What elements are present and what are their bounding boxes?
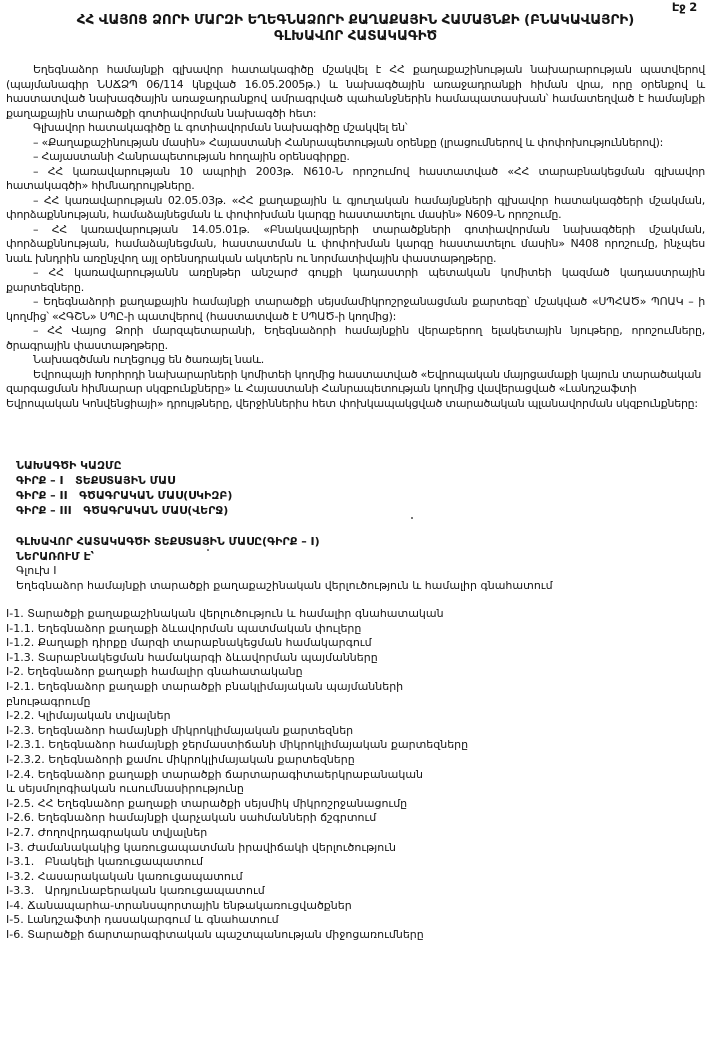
toc-heading bbox=[16, 534, 705, 593]
toc-item: I-2.1. Եղեգնաձոր քաղաքի տարածքի բնակլիմայական պայմանների bbox=[6, 679, 404, 693]
toc-item: I-3.3. Արդյունաբերական կառուցապատում bbox=[6, 884, 265, 898]
toc-item: I-1.2. Քաղաքի դիրքը մարզի տարաբնակեցման համակարգում bbox=[6, 636, 372, 650]
composition-book-line: ԳԻՐՔ – III ԳԾԱԳՐԱԿԱՆ ՄԱՍ(ՎԵՐՋ) bbox=[16, 504, 229, 517]
toc-item: I-1.1. Եղեգնաձոր քաղաքի ձևավորման պատմական փուլերը bbox=[6, 621, 362, 635]
document-title-line1: ՀՀ ՎԱՅՈՑ ՁՈՐԻ ՄԱՐԶԻ ԵՂԵԳՆԱՁՈՐԻ ՔԱՂԱՔԱՅԻՆ ՀԱՄԱՅՆՔԻ (ԲՆԱԿԱՎԱՅՐԻ) bbox=[76, 12, 635, 28]
list-paragraph: – ՀՀ Վայոց Ձորի մարզպետարանի, Եղեգնաձորի համայնքին վերաբերող ելակետային նյութերը, որոշումները, ծրագրային փաստաթղթերը. bbox=[6, 324, 705, 352]
toc-item: I-2.2. Կլիմայական տվյալներ bbox=[6, 709, 171, 723]
toc-item: I-2.3.2. Եղեգնաձորի քամու միկրոկլիմայական քարտեզները bbox=[6, 752, 355, 766]
toc-item: I-2.6. Եղեգնաձոր համայնքի վարչական սահմանների ճշգրտում bbox=[6, 811, 377, 825]
document-body bbox=[6, 63, 705, 411]
project-composition bbox=[16, 458, 705, 518]
list-paragraph: – ՀՀ կառավարության 02.05.03թ. «ՀՀ քաղաքային և գյուղական համայնքների գլխավոր հատակագծերի մշակման, փորձաքննության, համաձայնեցման և փոփոխման կարգը հաստատելու մասին» N609-Ն որոշումը. bbox=[6, 193, 705, 221]
toc-item: I-1.3. Տարաբնակեցման համակարգի ձևավորման պայմանները bbox=[6, 650, 378, 664]
composition-heading: ՆԱԽԱԳԾԻ ԿԱԶՄԸ bbox=[16, 459, 122, 472]
toc-chapter-label: Գլուխ I bbox=[16, 564, 57, 577]
page-number: Էջ 2 bbox=[671, 0, 697, 14]
scan-speck bbox=[207, 549, 209, 551]
toc-item: I-2.7. Ժողովրդագրական տվյալներ bbox=[6, 825, 208, 839]
toc-item: I-2.3.1. Եղեգնաձոր համայնքի ջերմաստիճանի միկրոկլիմայական քարտեզները bbox=[6, 738, 469, 752]
toc-chapter-title: Եղեգնաձոր համայնքի տարածքի քաղաքաշինական վերլուծություն և համալիր գնահատում bbox=[16, 578, 553, 592]
paragraph: Եվրոպայի Խորհրդի նախարարների կոմիտեի կողմից հաստատված «Եվրոպական մայրցամաքի կայուն տարածական զարգացման հիմնարար սկզբունքները» և Հայաստանի Հանրապետության կողմից վավերացված «Լանդշաֆտի Եվրոպական Կոնվենցիայի» դրույթները, վերջիններիս հետ փոխկապակցված տարածական պլանավորման սկզբունքները: bbox=[6, 367, 702, 410]
toc-item: I-5. Լանդշաֆտի դասակարգում և գնահատում bbox=[6, 913, 279, 927]
list-paragraph: – Եղեգնաձորի քաղաքային համայնքի տարածքի սեյսմամիկրոշրջանացման քարտեզը՝ մշակված «ՍՊՀԱԾ» ՊՈԱԿ – ի կողմից՝ «ՀԳՇՆ» ՍՊԸ-ի պատվերով (հաստատված է ՍՊԱԾ-ի կողմից): bbox=[6, 295, 705, 323]
list-paragraph: – ՀՀ կառավարությանն առընթեր անշարժ գույքի կադաստրի պետական կոմիտեի կազմած կադաստրային քարտեզները. bbox=[6, 266, 705, 294]
toc-item: I-2.4. Եղեգնաձոր քաղաքի տարածքի ճարտարագիտաերկրաբանական bbox=[6, 767, 424, 781]
scan-speck bbox=[411, 517, 413, 519]
toc-list bbox=[6, 607, 705, 943]
document-title-line2: ԳԼԽԱՎՈՐ ՀԱՏԱԿԱԳԻԾ bbox=[274, 28, 437, 44]
toc-item: I-2. Եղեգնաձոր քաղաքի համալիր գնահատականը bbox=[6, 665, 303, 679]
composition-book-line: ԳԻՐՔ – II ԳԾԱԳՐԱԿԱՆ ՄԱՍ(ՍԿԻԶԲ) bbox=[16, 489, 233, 502]
toc-item: I-1. Տարածքի քաղաքաշինական վերլուծություն և համալիր գնահատական bbox=[6, 607, 444, 620]
paragraph: Նախագծման ուղեցույց են ծառայել նաև. bbox=[33, 353, 264, 366]
toc-item: I-6. Տարածքի ճարտարագիտական պաշտպանության միջոցառումները bbox=[6, 928, 424, 942]
toc-item: I-4. Ճանապարհա-տրանսպորտային ենթակառուցվածքներ bbox=[6, 898, 352, 912]
toc-item: I-3. Ժամանակակից կառուցապատման իրավիճակի վերլուծություն bbox=[6, 840, 396, 854]
paragraph: Եղեգնաձոր համայնքի գլխավոր հատակագիծը մշակվել է ՀՀ քաղաքաշինության նախարարության պատվերով (պայմանագիր ՆՍՃՁՊ 06/114 կնքված 16.05.2005թ.) և նախագծային առաջադրանքի հիման վրա, որը օրենքով և հաստատված նախագծային առաջադրանքով ամրագրված պահանջներին համապատասխան՝ համատեղված է համայնքի քաղաքային տարածքի գոտիավորման նախագծի հետ: bbox=[6, 63, 705, 120]
toc-heading-line2: ՆԵՐԱՌՈՒՄ Է՝ bbox=[16, 550, 95, 563]
toc-item: I-2.3. Եղեգնաձոր համայնքի միկրոկլիմայական քարտեզներ bbox=[6, 723, 354, 737]
toc-item-continuation: բնութագրումը bbox=[6, 694, 91, 708]
toc-item: I-3.2. Հասարակական կառուցապատում bbox=[6, 869, 243, 883]
toc-item-continuation: և սեյսմոլոգիական ուսումնասիրությունը bbox=[6, 782, 244, 796]
list-paragraph: – «Քաղաքաշինության մասին» Հայաստանի Հանրապետության օրենքը (լրացումներով և փոփոխություններով): bbox=[33, 135, 664, 149]
document-title bbox=[6, 12, 705, 44]
paragraph: Գլխավոր հատակագիծը և գոտիավորման նախագիծը մշակվել են՝ bbox=[33, 121, 408, 134]
list-paragraph: – Հայաստանի Հանրապետության հողային օրենսգիրքը. bbox=[33, 150, 350, 163]
composition-book-line: ԳԻՐՔ – I ՏԵՔՍՏԱՅԻՆ ՄԱՍ bbox=[16, 474, 176, 487]
list-paragraph: – ՀՀ կառավարության 14.05.01թ. «Բնակավայրերի տարածքների գոտիավորման նախագծերի մշակման, փորձաքննության, համաձայնեցման, հաստատման և փոփոխման կարգը հաստատելու մասին» N408 որոշումը, ինչպես նաև խնդրին առընչվող այլ օրենսդրական ակտերն ու նորմատիվային փաստաթղթերը. bbox=[6, 222, 705, 265]
toc-heading-line1: ԳԼԽԱՎՈՐ ՀԱՏԱԿԱԳԾԻ ՏԵՔՍՏԱՅԻՆ ՄԱՍԸ(ԳԻՐՔ – I) bbox=[16, 535, 320, 548]
toc-item: I-2.5. ՀՀ Եղեգնաձոր քաղաքի տարածքի սեյսմիկ միկրոշրջանացումը bbox=[6, 796, 408, 810]
toc-item: I-3.1. Բնակելի կառուցապատում bbox=[6, 855, 203, 869]
list-paragraph: – ՀՀ կառավարության 10 ապրիլի 2003թ. N610-Ն որոշումով հաստատված «ՀՀ տարաբնակեցման գլխավոր հատակագծի» հիմնադրույթները. bbox=[6, 164, 705, 192]
